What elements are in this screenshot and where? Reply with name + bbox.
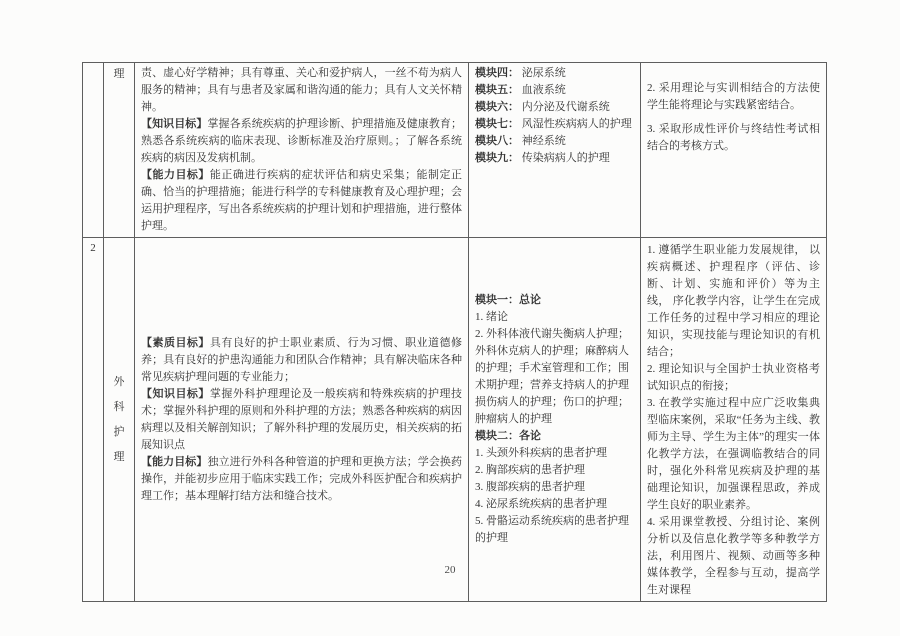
method-item xyxy=(647,242,820,361)
module-item xyxy=(475,496,634,513)
bold-label: 【知识目标】 xyxy=(141,387,210,400)
module-item xyxy=(475,445,634,462)
module-item xyxy=(475,292,634,309)
text-run: 1. 遵循学生职业能力发展规律， 以疾病概述、护理程序（评估、诊断、计划、实施和评价）等为主线， 序化教学内容，让学生在完成工作任务的过程中学习相应的理论知识，实现技能与理论知识的有机结合； xyxy=(647,244,820,358)
course-name-char: 外 xyxy=(113,375,125,388)
bold-label: 模块六： xyxy=(475,101,519,113)
bold-label: 【知识目标】 xyxy=(141,118,208,130)
bold-label: 【能力目标】 xyxy=(141,455,208,468)
course-table xyxy=(82,62,827,602)
bold-label: 模块八： xyxy=(475,135,519,147)
course-name-vertical xyxy=(110,374,128,466)
methods-cell xyxy=(641,238,827,602)
bold-label: 【能力目标】 xyxy=(141,169,210,181)
module-item xyxy=(475,133,634,150)
module-item xyxy=(475,150,634,167)
row-index-cell xyxy=(83,238,104,602)
page-number: 20 xyxy=(444,564,456,576)
module-item xyxy=(475,116,634,133)
objective-paragraph xyxy=(141,386,462,454)
text-run: 3. 在教学实施过程中应广泛收集典型临床案例，采取“任务为主线、教师为主导、学生为主体”的理实一体化教学方法，在强调临教结合的同时，强化外科常见疾病及护理的基础理论知识，加强课程思政，养成学生良好的职业素养。 xyxy=(647,397,820,511)
module-item xyxy=(475,479,634,496)
bold-label: 模块二：各论 xyxy=(475,430,541,442)
text-run: 3. 采取形成性评价与终结性考试相结合的考核方式。 xyxy=(647,123,820,152)
module-item xyxy=(475,428,634,445)
objective-paragraph xyxy=(141,116,462,167)
objective-paragraph xyxy=(141,65,462,116)
method-item xyxy=(647,121,820,155)
text-run: 泌尿系统 xyxy=(519,67,566,79)
bold-label: 模块五： xyxy=(475,84,519,96)
text-run: 掌握各系统疾病的护理诊断、护理措施及健康教育；熟悉各系统疾病的临床表现、诊断标准及治疗原则。；了解各系统疾病的病因及发病机制。 xyxy=(141,118,463,164)
text-run: 1. 绪论 xyxy=(475,311,508,323)
text-run: 3. 腹部疾病的患者护理 xyxy=(475,481,585,493)
text-run: 2. 理论知识与全国护士执业资格考试知识点的衔接； xyxy=(647,363,820,392)
course-name-cell xyxy=(104,238,135,602)
bold-label: 【素质目标】 xyxy=(141,336,210,349)
bold-label: 模块七： xyxy=(475,118,519,130)
text-run: 神经系统 xyxy=(519,135,566,147)
module-item xyxy=(475,82,634,99)
objective-paragraph xyxy=(141,167,462,235)
text-run: 独立进行外科各种管道的护理和更换方法；学会换药操作，并能初步应用于临床实践工作；完成外科医护配合和疾病护理工作；基本理解打结方法和缝合技术。 xyxy=(141,455,463,502)
course-name-char: 理 xyxy=(113,68,125,80)
objectives-cell xyxy=(135,63,469,238)
method-item xyxy=(647,395,820,514)
text-run: 5. 骨骼运动系统疾病的患者护理的护理 xyxy=(475,515,629,544)
text-run: 能正确进行疾病的症状评估和病史采集；能制定正确、恰当的护理措施；能进行科学的专科健康教育及心理护理；会运用护理程序，写出各系统疾病的护理计划和护理措施，进行整体护理。 xyxy=(141,169,463,232)
text-run: 4. 泌尿系统疾病的患者护理 xyxy=(475,498,607,510)
modules-cell xyxy=(469,63,641,238)
course-name-char: 理 xyxy=(113,450,125,463)
objective-paragraph xyxy=(141,454,462,505)
text-run: 传染病病人的护理 xyxy=(519,152,610,164)
course-name-char: 护 xyxy=(113,425,125,438)
module-item xyxy=(475,309,634,326)
module-item xyxy=(475,65,634,82)
table-row xyxy=(83,63,827,238)
text-run: 具有良好的护士职业素质、行为习惯、职业道德修养；具有良好的护患沟通能力和团队合作精神；具有解决临床各种常见疾病护理问题的专业能力； xyxy=(141,336,463,383)
text-run: 掌握外科护理理论及一般疾病和特殊疾病的护理技术；掌握外科护理的原则和外科护理的方法；熟悉各种疾病的病因病理以及相关解剖知识；了解外科护理的发展历史，相关疾病的拓展知识点 xyxy=(141,387,463,451)
row-index-cell xyxy=(83,63,104,238)
bold-label: 模块九： xyxy=(475,152,519,164)
module-item xyxy=(475,462,634,479)
text-run: 内分泌及代谢系统 xyxy=(519,101,610,113)
module-item xyxy=(475,326,634,428)
module-item xyxy=(475,99,634,116)
modules-cell xyxy=(469,238,641,602)
module-item xyxy=(475,513,634,547)
methods-cell xyxy=(641,63,827,238)
method-item xyxy=(647,361,820,395)
course-name-char: 科 xyxy=(113,400,125,413)
text-run: 2. 外科体液代谢失衡病人护理；外科休克病人的护理；麻醉病人的护理；手术室管理和工作；围术期护理；营养支持病人的护理损伤病人的护理；伤口的护理；肿瘤病人的护理 xyxy=(475,328,629,425)
text-run: 责、虚心好学精神；具有尊重、关心和爱护病人，一丝不苟为病人服务的精神；具有与患者及家属和谐沟通的能力；具有人文关怀精神。 xyxy=(141,67,462,113)
course-name-cell xyxy=(104,63,135,238)
text-run: 2. 胸部疾病的患者护理 xyxy=(475,464,585,476)
objectives-cell xyxy=(135,238,469,602)
text-run: 1. 头颈外科疾病的患者护理 xyxy=(475,447,607,459)
objective-paragraph xyxy=(141,335,462,386)
course-name-vertical xyxy=(110,66,128,83)
bold-label: 模块一：总论 xyxy=(475,294,541,306)
row-index: 2 xyxy=(90,242,96,254)
table-row xyxy=(83,238,827,602)
text-run: 风湿性疾病病人的护理 xyxy=(519,118,632,130)
bold-label: 模块四： xyxy=(475,67,519,79)
text-run: 血液系统 xyxy=(519,84,566,96)
method-item xyxy=(647,514,820,599)
text-run: 4. 采用课堂教授、分组讨论、案例分析以及信息化教学等多种教学方法，利用图片、视频、动画等多种媒体教学，全程参与互动，提高学生对课程 xyxy=(647,516,820,596)
course-table-body xyxy=(83,63,827,602)
text-run: 2. 采用理论与实训相结合的方法使学生能将理论与实践紧密结合。 xyxy=(647,82,820,111)
method-item xyxy=(647,80,820,114)
